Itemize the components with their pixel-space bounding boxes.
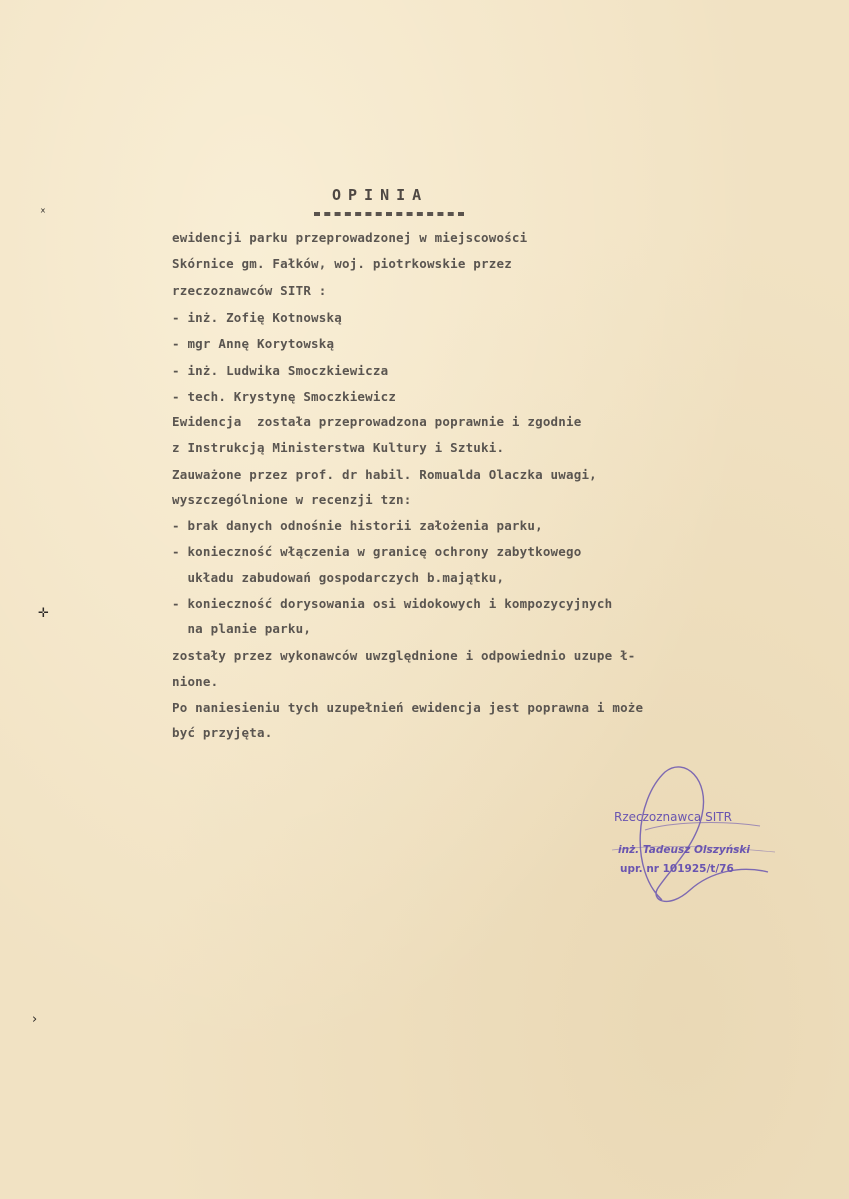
body-line: nione.	[172, 674, 219, 689]
signature-scribble	[610, 760, 780, 920]
body-line: na planie parku,	[172, 621, 312, 636]
body-line: rzeczoznawców SITR :	[172, 283, 327, 298]
body-line: Ewidencja została przeprowadzona poprawnie i zgodnie	[172, 414, 582, 429]
body-line: - mgr Annę Korytowską	[172, 336, 335, 351]
body-line: być przyjęta.	[172, 725, 273, 740]
body-line: wyszczególnione w recenzji tzn:	[172, 492, 412, 507]
body-line: układu zabudowań gospodarczych b.majątku,	[172, 570, 505, 585]
body-line: Zauważone przez prof. dr habil. Romualda Olaczka uwagi,	[172, 467, 597, 482]
stamp-license: upr. nr 101925/t/76	[620, 863, 734, 875]
body-line: ewidencji parku przeprowadzonej w miejscowości	[172, 230, 528, 245]
margin-mark: ˣ	[40, 206, 46, 221]
document-title: OPINIA	[332, 186, 429, 204]
margin-mark: ›	[32, 1012, 38, 1027]
title-underline	[314, 212, 464, 216]
expert-stamp	[610, 760, 780, 920]
body-line: zostały przez wykonawców uwzględnione i odpowiednio uzupe ł-	[172, 648, 636, 663]
stamp-name: inż. Tadeusz Olszyński	[618, 844, 750, 856]
body-line: z Instrukcją Ministerstwa Kultury i Sztuki.	[172, 440, 505, 455]
body-line: - inż. Ludwika Smoczkiewicza	[172, 363, 389, 378]
body-line: Po naniesieniu tych uzupełnień ewidencja jest poprawna i może	[172, 700, 644, 715]
margin-mark: ✛	[38, 606, 49, 621]
stamp-title: Rzeczoznawca SITR	[614, 810, 732, 824]
body-line: Skórnice gm. Fałków, woj. piotrkowskie przez	[172, 256, 512, 271]
body-line: - konieczność włączenia w granicę ochrony zabytkowego	[172, 544, 582, 559]
body-line: - inż. Zofię Kotnowską	[172, 310, 342, 325]
body-line: - brak danych odnośnie historii założenia parku,	[172, 518, 543, 533]
body-line: - tech. Krystynę Smoczkiewicz	[172, 389, 397, 404]
body-line: - konieczność dorysowania osi widokowych i kompozycyjnych	[172, 596, 613, 611]
